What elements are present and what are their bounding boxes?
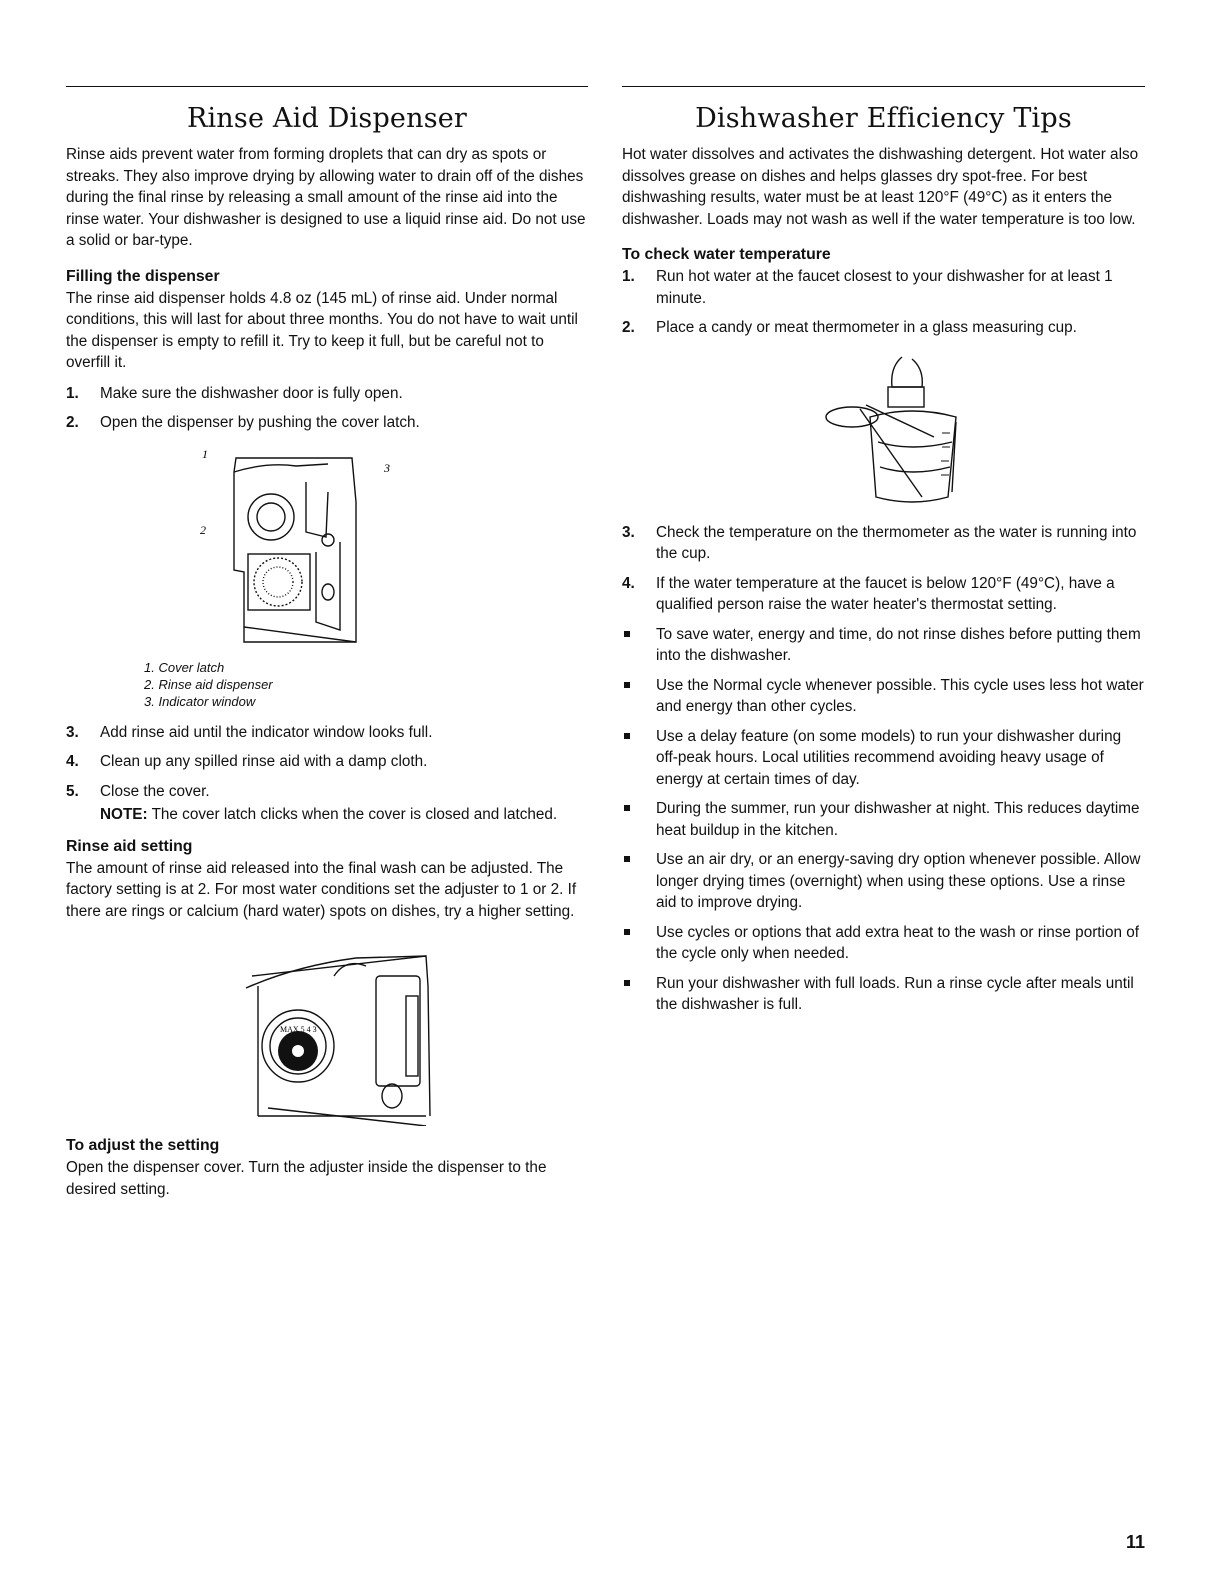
list-item [66,383,588,405]
bullet-icon [624,856,630,862]
tip-item [622,675,1145,718]
adjuster-illustration [66,936,586,1126]
step-number: 5. [66,782,79,800]
check-heading: To check water temperature [622,246,831,263]
figure-label-3: 3 [384,460,390,475]
section-title: Rinse Aid Dispenser [186,103,468,134]
dispenser-illustration [66,442,586,650]
section-title: Dishwasher Efficiency Tips [695,103,1072,134]
step-text: Clean up any spilled rinse aid with a damp cloth. [100,753,428,770]
step-number: 2. [66,414,79,431]
step-number: 4. [622,574,635,592]
figure-label-2: 2 [200,522,206,537]
step-number: 3. [66,723,79,741]
bullet-icon [624,929,630,935]
step-text: Place a candy or meat thermometer in a glass measuring cup. [656,319,1077,336]
step-text: If the water temperature at the faucet is below 120°F (49°C), have a qualified person raise the water heater's thermostat setting. [656,574,1115,613]
note-text: The cover latch clicks when the cover is closed and latched. [147,806,558,823]
bullet-icon [624,805,630,811]
step-number: 4. [66,753,79,770]
tip-text: To save water, energy and time, do not rinse dishes before putting them into the dishwasher. [656,625,1141,664]
step-text: Close the cover. [100,782,210,800]
tip-item [622,922,1145,965]
tip-text: Use the Normal cycle whenever possible. This cycle uses less hot water and energy than other cycles. [656,676,1144,715]
bullet-icon [624,733,630,739]
list-item [66,751,588,773]
note-label: NOTE: [100,806,148,823]
adjust-paragraph: Open the dispenser cover. Turn the adjuster inside the dispenser to the desired setting. [66,1159,547,1198]
intro-paragraph: Hot water dissolves and activates the dishwashing detergent. Hot water also dissolves grease on dishes and helps glasses dry spot-free. For best dishwashing results, water must be at least 120°F (49°C) as it enters the dishwasher. Loads may not wash as well if the water temperature is too low. [622,146,1139,228]
tip-item [622,624,1145,667]
tip-item [622,798,1145,841]
bullet-icon [624,980,630,986]
filling-heading: Filling the dispenser [66,267,220,285]
bullet-icon [624,631,630,637]
tip-item [622,726,1145,791]
caption-cover-latch: 1. Cover latch [144,659,225,675]
step-number: 1. [66,384,79,402]
dial-label: MAX 5 4 3 [280,1025,317,1034]
left-column [66,86,588,1200]
caption-indicator-window: 3. Indicator window [144,693,256,709]
step-text: Run hot water at the faucet closest to your dishwasher for at least 1 minute. [656,268,1113,307]
measuring-cup-illustration [622,347,1142,517]
list-item [622,317,1145,339]
top-rule [622,86,1145,87]
list-item [66,722,588,744]
step-number: 1. [622,268,635,285]
right-column [622,86,1145,1024]
figure-label-1: 1 [202,446,208,461]
step-text: Make sure the dishwasher door is fully open. [100,384,403,402]
page-number: 11 [1126,1532,1146,1552]
intro-paragraph: Rinse aids prevent water from forming droplets that can dry as spots or streaks. They also improve drying by allowing water to drain off of the dishes during the final rinse by releasing a small amount of the rinse aid into the rinse water. Your dishwasher is designed to use a liquid rinse aid. Do not use a solid or bar-type. [66,146,586,249]
setting-paragraph: The amount of rinse aid released into the final wash can be adjusted. The factory setting is at 2. For most water conditions set the adjuster to 1 or 2. If there are rings or calcium (hard water) spots on dishes, try a higher setting. [66,859,577,920]
tip-text: Run your dishwasher with full loads. Run a rinse cycle after meals until the dishwasher is full. [656,974,1134,1013]
filling-paragraph: The rinse aid dispenser holds 4.8 oz (145 mL) of rinse aid. Under normal conditions, this will last for about three months. You do not have to wait until the dispenser is empty to refill it. Try to keep it full, but be careful not to overfill it. [66,289,578,371]
list-item [622,573,1145,616]
tip-item [622,849,1145,914]
dispenser-figure [66,442,588,710]
step-number: 2. [622,319,635,336]
note-paragraph [66,804,588,826]
tip-text: Use an air dry, or an energy-saving dry option whenever possible. Allow longer drying times (overnight) when using these options. Use a rinse aid to improve drying. [656,851,1141,911]
tip-item [622,973,1145,1016]
tip-text: Use cycles or options that add extra heat to the wash or rinse portion of the cycle only when needed. [656,923,1139,962]
step-text: Add rinse aid until the indicator window looks full. [100,723,433,741]
step-number: 3. [622,523,635,541]
list-item [622,522,1145,565]
list-item [622,266,1145,309]
step-text: Open the dispenser by pushing the cover latch. [100,414,420,431]
list-item [66,781,588,803]
bullet-icon [624,682,630,688]
tip-text: During the summer, run your dishwasher at night. This reduces daytime heat buildup in the kitchen. [656,800,1140,839]
caption-rinse-aid-dispenser: 2. Rinse aid dispenser [144,676,273,692]
list-item [66,412,588,434]
adjust-heading: To adjust the setting [66,1137,220,1154]
setting-heading: Rinse aid setting [66,837,193,855]
step-text: Check the temperature on the thermometer as the water is running into the cup. [656,523,1137,562]
tip-text: Use a delay feature (on some models) to run your dishwasher during off-peak hours. Local utilities recommend avoiding heavy usage of energy at certain times of day. [656,727,1122,788]
top-rule [66,86,588,87]
